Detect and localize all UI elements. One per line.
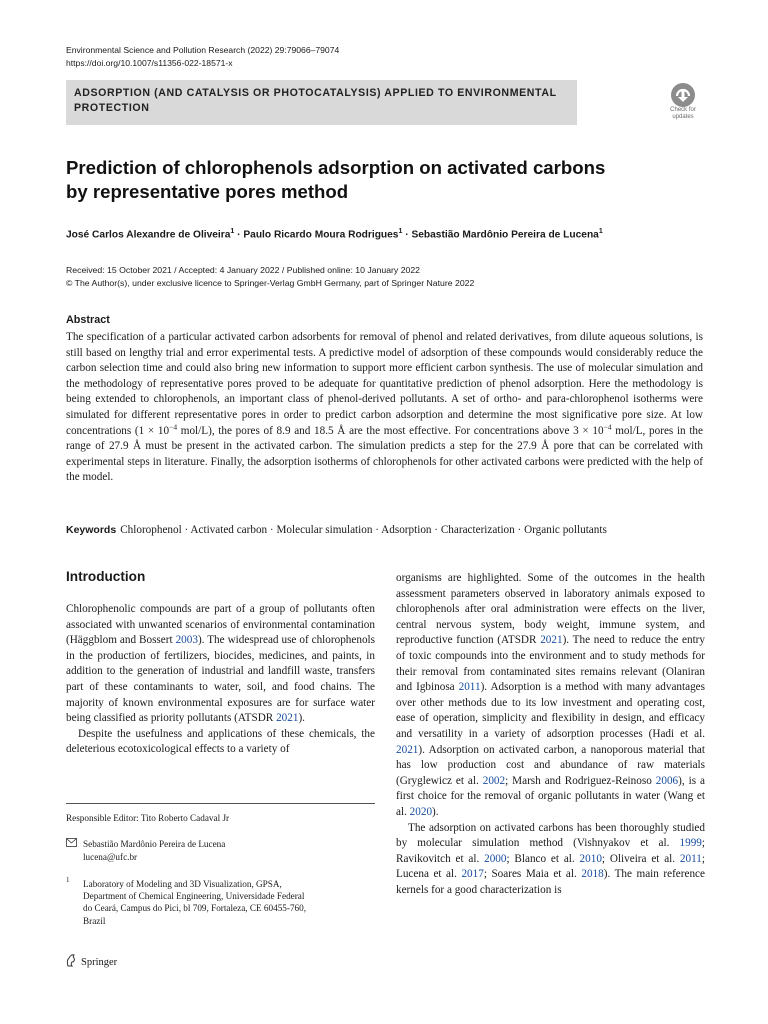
affiliation-marker: 1 xyxy=(598,228,603,235)
paragraph: organisms are highlighted. Some of the outcomes in the health assessment parameters observed in laboratory animals exposed to chlorophenols after oral administration were effects on the liver, central nervous system, body weight, immune system, and reproductive function (ATSDR 2021). The need to reduce the entry of toxic compounds into the environment and to study methods for their removal from contaminated sites remains relevant (Olaniran and Igbinosa 2011). Adsorption is a method with many advantages over other methods due to its low investment and operating cost, ease of operation, simplicity and flexibility in design, and efficacy and versatility in a variety of adsorption processes (Hadi et al. 2021). Adsorption on activated carbon, a nanoporous material that has low production cost and abundance of raw materials (Gryglewicz et al. 2002; Marsh and Rodriguez-Reinoso 2006), is a first choice for the removal of organic pollutants in water (Wang et al. 2020). xyxy=(396,572,706,818)
citation-link[interactable]: 2002 xyxy=(482,774,506,787)
affiliation: Laboratory of Modeling and 3D Visualization, GPSA, Department of Chemical Engineering, Universidade Federal do Ceará, Campus do Pici, bl 709, Fortaleza, CE 60455-760, Brazil xyxy=(83,879,307,926)
section-label: ADSORPTION (AND CATALYSIS OR PHOTOCATALYSIS) APPLIED TO ENVIRONMENTAL PROTECTION xyxy=(74,87,557,114)
author-list: José Carlos Alexandre de Oliveira$^1$ · Paulo Ricardo Moura Rodrigues$^1$ · Sebastião Mardônio Pereira de Lucena$^1$ xyxy=(66,228,603,241)
publisher-logo xyxy=(64,953,117,968)
citation-link[interactable]: 2021 xyxy=(396,743,419,756)
springer-horse-icon xyxy=(64,953,78,967)
doi-link[interactable]: https://doi.org/10.1007/s11356-022-18571-x xyxy=(66,58,233,68)
abstract-text: The specification of a particular activated carbon adsorbents for removal of phenol and related derivatives, from dilute aqueous solutions, is still based on lengthy trial and error experimental tests. A predictive model of adsorption of these compounds would considerably reduce the carbon selection time and could also bring new information to support more efficient carbon synthesis. The use of molecular simulation and the methodology of representative pores proved to be adequate for quantitative prediction of phenol adsorption. Here the methodology is being extended to chlorophenols, an important class of phenol-derived pollutants. A set of ortho- and para-chlorophenol isotherms were simulated for different representative pores in order to predict carbon adsorption and determine the most significative pore size. At low concentrations ($1 \times 10^{-4}$ mol/L), the pores of 8.9 and 18.5 Å are the most effective. For concentrations above $3 \times 10^{-4}$ mol/L, pores in the range of 27.9 Å must be present in the activated carbon. The simulation predicts a step for the 27.9 Å pore that can be correlated with experimental steps in literature. Finally, the adsorption isotherms of chlorophenols for other activated carbons were predicted with the help of the model. xyxy=(66,331,703,484)
paragraph: The adsorption on activated carbons has been thoroughly studied by molecular simulation method (Vishnyakov et al. 1999; Ravikovitch et al. 2000; Blanco et al. 2010; Oliveira et al. 2011; Lucena et al. 2017; Soares Maia et al. 2018). The main reference kernels for a good characterization is xyxy=(396,821,705,896)
copyright-notice: © The Author(s), under exclusive licence to Springer-Verlag GmbH Germany, part of Springer Nature 2022 xyxy=(66,278,475,288)
citation-link[interactable]: 2018 xyxy=(581,868,604,881)
citation-link[interactable]: 2020 xyxy=(409,805,433,818)
affiliation-number: 1 xyxy=(66,876,70,884)
citation-link[interactable]: 2017 xyxy=(461,868,484,881)
citation-link[interactable]: 2021 xyxy=(276,712,299,725)
publication-dates xyxy=(66,264,706,290)
author-name[interactable]: Sebastião Mardônio Pereira de Lucena xyxy=(411,229,599,241)
citation-link[interactable]: 2021 xyxy=(540,634,563,647)
citation-link[interactable]: 2003 xyxy=(175,634,198,647)
paragraph: Chlorophenolic compounds are part of a group of pollutants often associated with unwanted scenarios of environmental contamination (Häggblom and Bossert 2003). The widespread use of chlorophenols in the production of fertilizers, biocides, medicines, and paints, in addition to the generation of industrial and landfill waste, transfers part of these contaminants to water, soil, and food chains. The majority of known environmental exposures are for surface water being classified as priority pollutants (ATSDR 2021). xyxy=(66,603,376,725)
keywords-label: Keywords xyxy=(66,524,117,536)
journal-citation: Environmental Science and Pollution Research (2022) 29:79066–79074 xyxy=(66,45,340,55)
body-column-right xyxy=(396,571,705,898)
check-for-updates-icon xyxy=(671,83,695,107)
keywords-list: Chlorophenol · Activated carbon · Molecular simulation · Adsorption · Characterization · Organic pollutants xyxy=(120,524,607,536)
introduction-heading: Introduction xyxy=(66,569,146,584)
corresponding-author-email[interactable]: lucena@ufc.br xyxy=(83,851,138,862)
check-for-updates-label: Check for updates xyxy=(670,107,696,120)
citation-link[interactable]: 2000 xyxy=(484,852,507,865)
corresponding-author xyxy=(83,838,225,863)
responsible-editor: Responsible Editor: Tito Roberto Cadaval Jr xyxy=(66,813,230,823)
section-banner xyxy=(66,80,577,125)
citation-link[interactable]: 2010 xyxy=(579,852,602,865)
affiliation-marker: 1 xyxy=(230,228,235,235)
keywords xyxy=(66,523,706,538)
journal-header xyxy=(66,44,339,70)
corresponding-author-name: Sebastião Mardônio Pereira de Lucena xyxy=(83,839,226,849)
citation-link[interactable]: 2011 xyxy=(679,852,702,865)
affiliation-marker: 1 xyxy=(398,228,403,235)
footnote-divider xyxy=(66,803,375,804)
body-column-left xyxy=(66,602,375,758)
paragraph: Despite the usefulness and applications of these chemicals, the deleterious ecotoxicological effects to a variety of xyxy=(66,727,375,756)
citation-link[interactable]: 2006 xyxy=(655,774,679,787)
abstract-heading: Abstract xyxy=(66,314,110,326)
author-name[interactable]: Paulo Ricardo Moura Rodrigues xyxy=(243,229,399,241)
received-accepted-dates: Received: 15 October 2021 / Accepted: 4 January 2022 / Published online: 10 January 2022 xyxy=(66,265,421,275)
envelope-icon xyxy=(66,838,77,849)
citation-link[interactable]: 1999 xyxy=(679,837,702,850)
author-name[interactable]: José Carlos Alexandre de Oliveira xyxy=(66,229,231,241)
check-for-updates-badge[interactable] xyxy=(663,83,703,125)
publisher-name: Springer xyxy=(81,957,118,968)
citation-link[interactable]: 2011 xyxy=(458,681,481,694)
article-title: Prediction of chlorophenols adsorption on activated carbons by representative pores method xyxy=(66,157,606,202)
